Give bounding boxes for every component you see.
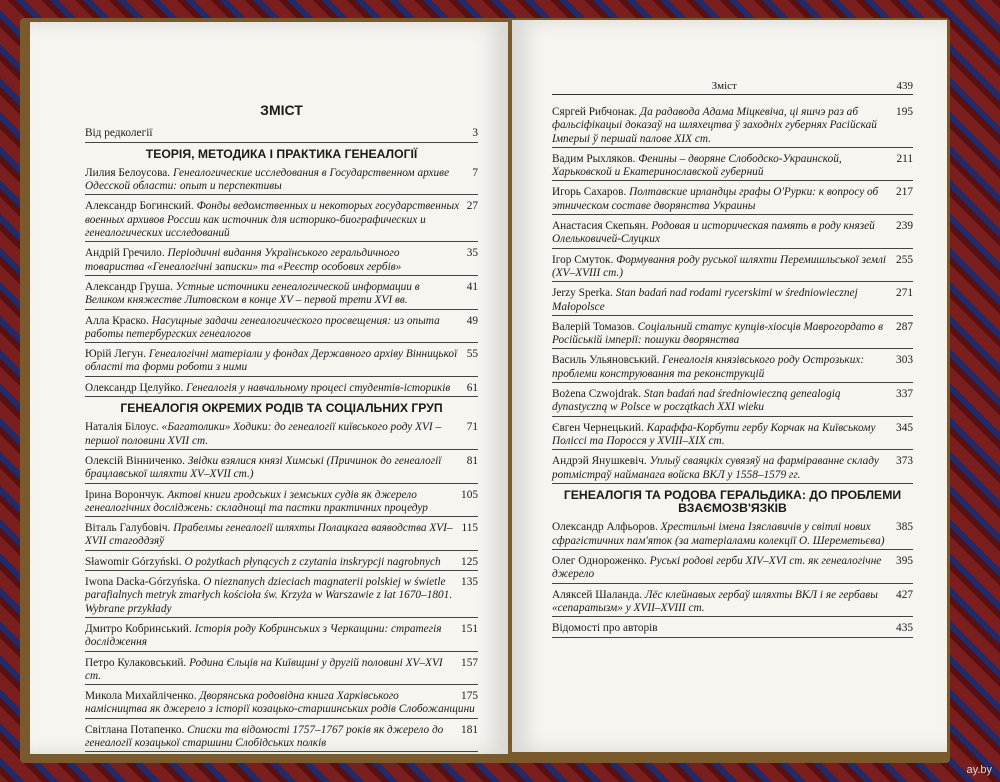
toc-author: Лилия Белоусова. xyxy=(85,166,173,179)
toc-page-number: 105 xyxy=(461,488,478,501)
leader-line xyxy=(85,449,478,450)
toc-author: Олександр Алфьоров. xyxy=(552,521,661,534)
toc-author: Олександр Целуйко. xyxy=(85,381,187,394)
toc-author: Світлана Потапенко. xyxy=(85,723,188,736)
toc-author: Александр Богинский. xyxy=(85,200,197,213)
toc-entry xyxy=(85,348,478,377)
running-title: Зміст xyxy=(711,80,737,92)
toc-page-number: 211 xyxy=(896,152,913,165)
toc-entry xyxy=(85,167,478,196)
right-page xyxy=(512,20,947,752)
leader-line xyxy=(85,275,478,276)
toc-entry xyxy=(552,555,913,584)
toc-entry xyxy=(552,622,913,637)
toc-author: Юрій Легун. xyxy=(85,348,149,361)
toc-right-list xyxy=(552,106,913,638)
toc-entry xyxy=(552,287,913,316)
toc-page-number: 255 xyxy=(896,253,913,266)
watermark: ay.by xyxy=(966,764,992,776)
leader-line xyxy=(552,637,913,638)
toc-text: Відомості про авторів xyxy=(552,622,658,635)
toc-title: Насущные задачи генеалогического просвещения: из опыта работы петербургских генеалогов xyxy=(85,314,440,340)
leader-line xyxy=(552,449,913,450)
toc-entry xyxy=(552,220,913,249)
toc-author: Александр Груша. xyxy=(85,280,176,293)
toc-title: Фенины – дворяне Слободско-Украинской, Харьковской и Екатеринославской губерний xyxy=(552,152,842,179)
toc-page-number: 287 xyxy=(896,320,913,333)
toc-title: Генеалогія князівського роду Острозьких: проблеми конструювання та реконструкцій xyxy=(552,354,865,380)
toc-title: Дворянська родовідна книга Харківського намісництва як джерело з історії козацько-старшинських родів Слобожанщини xyxy=(85,690,475,716)
toc-author: Наталія Білоус. xyxy=(85,421,162,434)
toc-author: Петро Кулаковський. xyxy=(85,656,190,669)
toc-entry xyxy=(85,127,478,142)
toc-entry xyxy=(85,421,478,450)
section-heading: ТЕОРІЯ, МЕТОДИКА І ПРАКТИКА ГЕНЕАЛОГІЇ xyxy=(145,146,418,161)
leader-line xyxy=(85,751,478,752)
leader-line xyxy=(552,382,913,383)
toc-page-number: 7 xyxy=(472,166,478,179)
toc-page-number: 271 xyxy=(896,287,913,300)
toc-entry xyxy=(85,623,478,652)
toc-title: Родина Єльців на Київщині у другій половині XV–XVI ст. xyxy=(85,656,443,682)
toc-page-number: 135 xyxy=(461,576,478,589)
toc-author: Андрій Гречило. xyxy=(85,247,168,260)
page-number: 439 xyxy=(896,80,913,92)
toc-page-number: 157 xyxy=(461,656,478,669)
toc-page-number: 125 xyxy=(461,555,478,568)
toc-title: Актові книги гродських і земських судів як джерело генеалогічних досліджень: складнощі та пастки практичних процедур xyxy=(85,488,428,514)
toc-page-number: 181 xyxy=(461,723,478,736)
toc-page-number: 385 xyxy=(896,521,913,534)
toc-page-number: 303 xyxy=(896,354,913,367)
toc-entry xyxy=(85,382,478,397)
toc-page-number: 3 xyxy=(472,127,478,140)
toc-page-number: 345 xyxy=(896,421,913,434)
toc-page-number: 151 xyxy=(461,622,478,635)
leader-line xyxy=(85,376,478,377)
leader-line xyxy=(85,483,478,484)
toc-entry xyxy=(552,153,913,182)
toc-entry xyxy=(552,589,913,618)
leader-line xyxy=(552,348,913,349)
toc-entry xyxy=(552,321,913,350)
toc-title: Родовая и историческая память в роду князей Олельковичей-Слуцких xyxy=(552,220,875,246)
toc-entry xyxy=(85,724,478,753)
left-page xyxy=(30,22,508,754)
toc-page-number: 175 xyxy=(461,690,478,703)
leader-line xyxy=(85,550,478,551)
toc-page-number: 55 xyxy=(466,348,478,361)
toc-title: Генеалогічні матеріали у фондах Державного архіву Вінницької області та форми роботи з ними xyxy=(85,348,458,374)
toc-entry xyxy=(85,690,478,719)
toc-title: Лёс клейнавых гербаў шляхты ВКЛ і яе гербавы «сепаратызм» у XVII–XVIII ст. xyxy=(552,588,878,614)
toc-page-number: 435 xyxy=(896,622,913,635)
toc-author: Bożena Czwojdrak. xyxy=(552,388,644,401)
toc-author: Олег Однороженко. xyxy=(552,555,650,568)
toc-entry xyxy=(85,455,478,484)
toc-page-number: 373 xyxy=(896,455,913,468)
toc-title: Полтавские ирландцы графы О'Рурки: к вопросу об этническом составе дворянства Украины xyxy=(552,186,879,212)
leader-line xyxy=(552,416,913,417)
toc-author: Андрэй Янушкевіч. xyxy=(552,455,650,468)
section-heading: ГЕНЕАЛОГІЯ ТА РОДОВА ГЕРАЛЬДИКА: ДО ПРОБЛЕМИ ВЗАЄМОЗВ'ЯЗКІВ xyxy=(563,487,902,516)
toc-entry xyxy=(85,576,478,618)
toc-author: Sławomir Górzyński. xyxy=(85,555,185,568)
toc-entry xyxy=(552,521,913,550)
toc-entry xyxy=(552,254,913,283)
toc-title: Соціальний статус купців-хіосців Маврогордато в Російській імперії: пошуки дворянства xyxy=(552,320,884,347)
toc-title: O pożytkach płynących z czytania inskrypcji nagrobnych xyxy=(184,555,441,568)
leader-line xyxy=(552,315,913,316)
toc-entry xyxy=(552,422,913,451)
toc-author: Олексій Вінниченко. xyxy=(85,454,188,467)
toc-entry xyxy=(85,522,478,551)
toc-author: Ірина Ворончук. xyxy=(85,488,168,501)
toc-entry xyxy=(552,388,913,417)
toc-title: Караффа-Корбути гербу Корчак на Київському Поліссі та Поросся у XVIII–XIX ст. xyxy=(552,421,876,447)
toc-page-number: 217 xyxy=(896,186,913,199)
toc-title: Прабелмы генеалогії шляхты Полацкага ваяводства XVI–XVII стагоддзяў xyxy=(85,522,453,548)
toc-title: O nieznanych dzieciach magnaterii polskiej w świetle parafialnych metryk zmarłych kościoła św. Krzyża w Warszawie z lat 1670–1801. Wybrane przykłady xyxy=(85,576,453,615)
toc-heading: ЗМІСТ xyxy=(260,102,303,118)
toc-title: Історія роду Кобринських з Черкащини: стратегія дослідження xyxy=(85,622,442,649)
toc-title: Генеалогические исследования в Государственном архиве Одесской области: опыт и перспективы xyxy=(85,166,450,193)
leader-line xyxy=(85,309,478,310)
toc-title: Звідки взялися князі Химські (Причинок до генеалогії брацлавської шляхти XV–XVII ст.) xyxy=(85,454,442,481)
toc-entry xyxy=(85,281,478,310)
toc-text: Від редколегії xyxy=(85,127,153,140)
toc-page-number: 337 xyxy=(896,388,913,401)
leader-line xyxy=(85,570,478,571)
toc-entry xyxy=(85,247,478,276)
toc-entry xyxy=(85,556,478,571)
toc-author: Ігор Смуток. xyxy=(552,253,617,266)
toc-page-number: 239 xyxy=(896,220,913,233)
toc-author: Игорь Сахаров. xyxy=(552,186,630,199)
toc-entry xyxy=(85,489,478,518)
running-header xyxy=(552,80,913,95)
toc-author: Аляксей Шаланда. xyxy=(552,588,645,601)
toc-page-number: 81 xyxy=(466,454,478,467)
leader-line xyxy=(85,718,478,719)
leader-line xyxy=(85,396,478,397)
toc-page-number: 41 xyxy=(466,280,478,293)
toc-title: Фонды ведомственных и некоторых государственных военных архивов России как источник для историко-биографических и генеалогических исследований xyxy=(85,200,460,240)
toc-entry xyxy=(552,186,913,215)
toc-left-list xyxy=(85,127,478,752)
toc-author: Віталь Галубовіч. xyxy=(85,522,174,535)
toc-page-number: 195 xyxy=(896,106,913,118)
toc-left xyxy=(85,100,478,754)
toc-author: Євген Чернецький. xyxy=(552,421,647,434)
leader-line xyxy=(85,651,478,652)
toc-entry xyxy=(552,455,913,484)
toc-page-number: 395 xyxy=(896,555,913,568)
leader-line xyxy=(552,214,913,215)
toc-author: Василь Ульяновський. xyxy=(552,354,663,367)
toc-author: Микола Михайліченко. xyxy=(85,690,200,703)
toc-title: «Багатолики» Ходики: до генеалогії київського роду XVI – першої половини XVII ст. xyxy=(85,421,442,447)
toc-title: Руські родові герби XIV–XVI ст. як генеалогічне джерело xyxy=(552,555,882,581)
toc-title: Stan badań nad rodami rycerskimi w średniowiecznej Małopolsce xyxy=(552,287,858,313)
leader-line xyxy=(552,483,913,484)
toc-page-number: 71 xyxy=(466,421,478,434)
leader-line xyxy=(85,194,478,195)
toc-author: Iwona Dacka-Górzyńska. xyxy=(85,576,204,589)
leader-line xyxy=(85,684,478,685)
toc-author: Вадим Рыхляков. xyxy=(552,152,639,165)
toc-page-number: 427 xyxy=(896,588,913,601)
toc-entry xyxy=(85,315,478,344)
leader-line xyxy=(85,342,478,343)
toc-title: Генеалогія у навчальному процесі студентів-істориків xyxy=(186,381,451,394)
toc-title: Stan badań nad średniowieczną genealogią dynastyczną w Polsce w początkach XXI wieku xyxy=(552,388,841,414)
toc-right xyxy=(552,106,913,643)
leader-line xyxy=(85,241,478,242)
toc-author: Сяргей Рибчонак. xyxy=(552,106,640,118)
toc-author: Алла Краско. xyxy=(85,314,152,327)
toc-entry xyxy=(552,106,913,148)
leader-line xyxy=(552,248,913,249)
leader-line xyxy=(85,617,478,618)
leader-line xyxy=(85,516,478,517)
toc-page-number: 61 xyxy=(466,381,478,394)
toc-title: Формування роду руської шляхти Перемишльської землі (XV–XVIII ст.) xyxy=(552,253,887,279)
toc-title: Устные источники генеалогической информации в Великом княжестве Литовском в конце XV – первой трети XVI вв. xyxy=(85,280,420,307)
toc-title: Періодичні видання Українського геральдичного товариства «Генеалогічні записки» та «Реєстр особових гербів» xyxy=(85,247,402,273)
leader-line xyxy=(85,142,478,143)
toc-title: Уплыў сваяцкіх сувязяў на фарміраванне складу ротмістраў найманага войска ВКЛ у 1558–1579 гг. xyxy=(552,455,879,481)
toc-entry xyxy=(85,200,478,242)
toc-page-number: 115 xyxy=(461,522,478,535)
toc-author: Jerzy Sperka. xyxy=(552,287,616,300)
section-heading: ГЕНЕАЛОГІЯ ОКРЕМИХ РОДІВ ТА СОЦІАЛЬНИХ ГРУП xyxy=(120,401,443,416)
leader-line xyxy=(552,583,913,584)
toc-author: Валерій Томазов. xyxy=(552,320,638,333)
toc-entry xyxy=(552,354,913,383)
leader-line xyxy=(552,281,913,282)
toc-title: Списки та відомості 1757–1767 років як джерело до генеалогії козацької старшини Слобідських полків xyxy=(85,723,444,749)
toc-author: Анастасия Скепьян. xyxy=(552,220,652,233)
toc-title: Хрестильні імена Ізяславичів у світлі нових сфрагістичних пам'яток (за матеріалами колекції О. Шереметьєва) xyxy=(552,521,885,547)
leader-line xyxy=(552,616,913,617)
toc-entry xyxy=(85,657,478,686)
leader-line xyxy=(552,549,913,550)
toc-title: Да радавода Адама Міцкевіча, ці яшчэ раз аб фальсіфікацыі доказаў на шляхецтва ў заходніх губернях Расійскай Імперыі ў першай палове XIX ст. xyxy=(552,106,877,145)
leader-line xyxy=(552,147,913,148)
toc-page-number: 49 xyxy=(466,314,478,327)
toc-page-number: 27 xyxy=(466,200,478,213)
toc-page-number: 35 xyxy=(466,247,478,260)
leader-line xyxy=(552,180,913,181)
toc-author: Дмитро Кобринський. xyxy=(85,622,195,635)
